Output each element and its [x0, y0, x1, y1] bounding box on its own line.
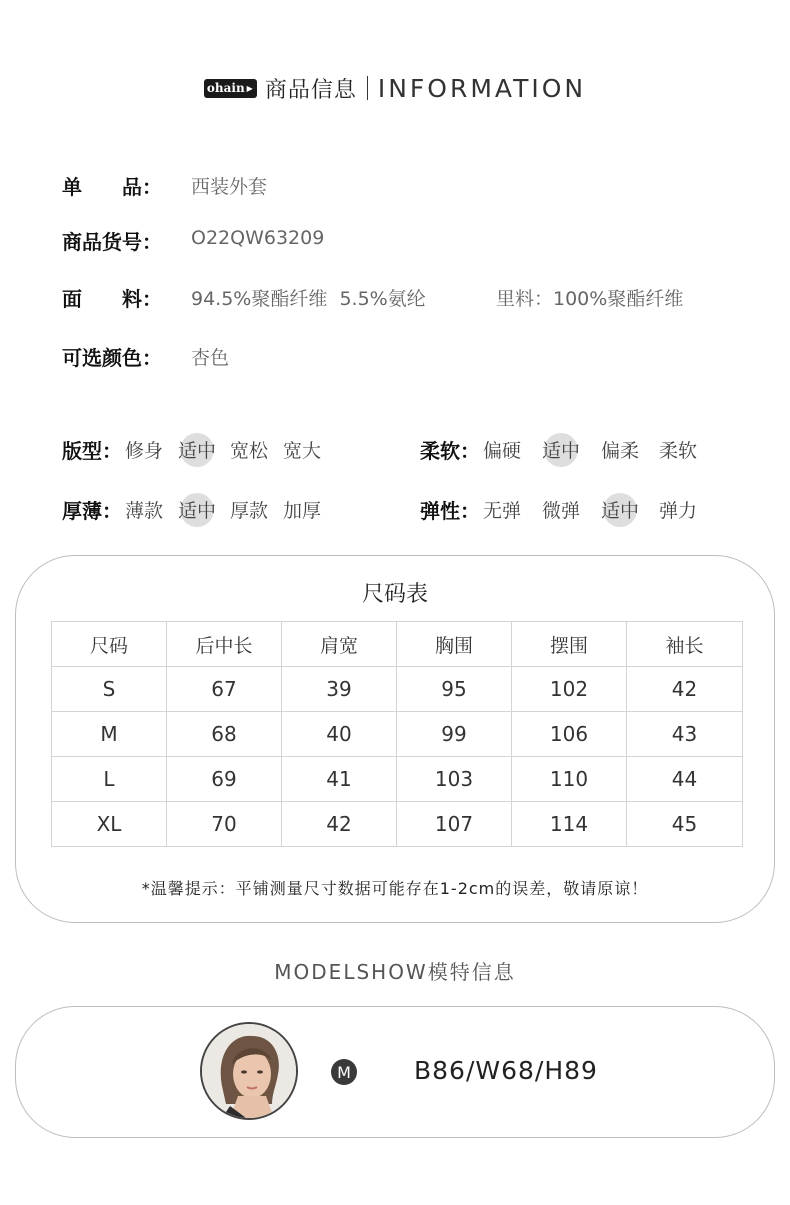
attr-option-elasticity: 弹力 — [659, 500, 698, 522]
table-row — [52, 667, 743, 712]
attr-option-fit-selected: 适中 — [178, 436, 216, 463]
size-table — [51, 621, 743, 847]
table-cell: 44 — [627, 757, 743, 802]
table-cell: 42 — [627, 667, 743, 712]
column-header: 胸围 — [397, 622, 512, 667]
play-icon: ▶ — [246, 83, 253, 93]
model-section-title: MODELSHOW模特信息 — [274, 960, 516, 984]
table-cell: XL — [52, 802, 167, 847]
table-cell: 67 — [167, 667, 282, 712]
attr-options-elasticity — [0, 496, 790, 526]
table-row — [52, 712, 743, 757]
table-cell: 69 — [167, 757, 282, 802]
measurement-tip: *温馨提示：平铺测量尺寸数据可能存在1-2cm的误差，敬请原谅！ — [141, 879, 649, 898]
table-header-row — [52, 622, 743, 667]
attr-option-elasticity: 微弹 — [542, 500, 581, 522]
table-cell: L — [52, 757, 167, 802]
attr-option-thickness: 薄款 — [125, 500, 164, 522]
model-portrait-icon — [202, 1024, 296, 1118]
info-value-color: 杏色 — [191, 347, 230, 369]
attr-label-softness: 柔软： — [420, 439, 480, 463]
table-cell: 45 — [627, 802, 743, 847]
attr-option-fit: 宽松 — [230, 440, 269, 462]
column-header: 尺码 — [52, 622, 167, 667]
attr-option-softness-selected: 适中 — [542, 436, 580, 463]
table-cell: 41 — [282, 757, 397, 802]
model-card — [15, 1006, 775, 1138]
attr-option-softness: 柔软 — [659, 440, 698, 462]
table-cell: 68 — [167, 712, 282, 757]
info-label-item: 单 品： — [62, 175, 162, 199]
table-cell: 42 — [282, 802, 397, 847]
column-header: 后中长 — [167, 622, 282, 667]
table-cell: 106 — [512, 712, 627, 757]
model-avatar — [200, 1022, 298, 1120]
attr-option-thickness: 加厚 — [283, 500, 322, 522]
attr-option-fit: 修身 — [125, 440, 164, 462]
brand-logo-text: ohain — [206, 81, 245, 95]
table-cell: 39 — [282, 667, 397, 712]
column-header: 肩宽 — [282, 622, 397, 667]
attr-options-softness — [0, 436, 790, 466]
attr-option-softness: 偏硬 — [483, 440, 522, 462]
info-value-item: 西装外套 — [191, 176, 268, 198]
header-divider — [367, 76, 368, 100]
table-cell: 40 — [282, 712, 397, 757]
table-cell: 114 — [512, 802, 627, 847]
table-row — [52, 802, 743, 847]
attr-label-elasticity: 弹性： — [420, 499, 480, 523]
info-value-lining: 里料：100%聚酯纤维 — [496, 288, 684, 310]
size-chart-title: 尺码表 — [361, 582, 428, 607]
table-cell: 70 — [167, 802, 282, 847]
table-cell: 107 — [397, 802, 512, 847]
model-size-badge: M — [331, 1059, 357, 1085]
brand-logo — [204, 79, 257, 98]
attr-option-thickness-selected: 适中 — [178, 496, 216, 523]
table-cell: S — [52, 667, 167, 712]
info-label-color: 可选颜色： — [62, 346, 162, 370]
table-cell: 110 — [512, 757, 627, 802]
attr-label-fit: 版型： — [62, 439, 122, 463]
table-row — [52, 757, 743, 802]
attr-option-softness: 偏柔 — [601, 440, 640, 462]
attr-option-elasticity: 无弹 — [483, 500, 522, 522]
attr-option-elasticity-selected: 适中 — [601, 496, 639, 523]
attr-label-thickness: 厚薄： — [62, 499, 122, 523]
header-title-en: INFORMATION — [377, 73, 587, 103]
column-header: 袖长 — [627, 622, 743, 667]
section-header — [0, 66, 790, 110]
info-label-sku: 商品货号： — [62, 230, 162, 254]
table-cell: M — [52, 712, 167, 757]
column-header: 摆围 — [512, 622, 627, 667]
table-cell: 43 — [627, 712, 743, 757]
table-cell: 102 — [512, 667, 627, 712]
attr-option-fit: 宽大 — [283, 440, 322, 462]
info-value-sku: O22QW63209 — [191, 227, 325, 249]
header-title-cn: 商品信息 — [264, 77, 357, 103]
table-cell: 95 — [397, 667, 512, 712]
table-cell: 99 — [397, 712, 512, 757]
table-cell: 103 — [397, 757, 512, 802]
info-value-fabric: 94.5%聚酯纤维 5.5%氨纶 — [191, 288, 426, 310]
model-measurements: B86/W68/H89 — [414, 1056, 598, 1085]
info-label-fabric: 面 料： — [62, 287, 162, 311]
attr-option-thickness: 厚款 — [230, 500, 269, 522]
